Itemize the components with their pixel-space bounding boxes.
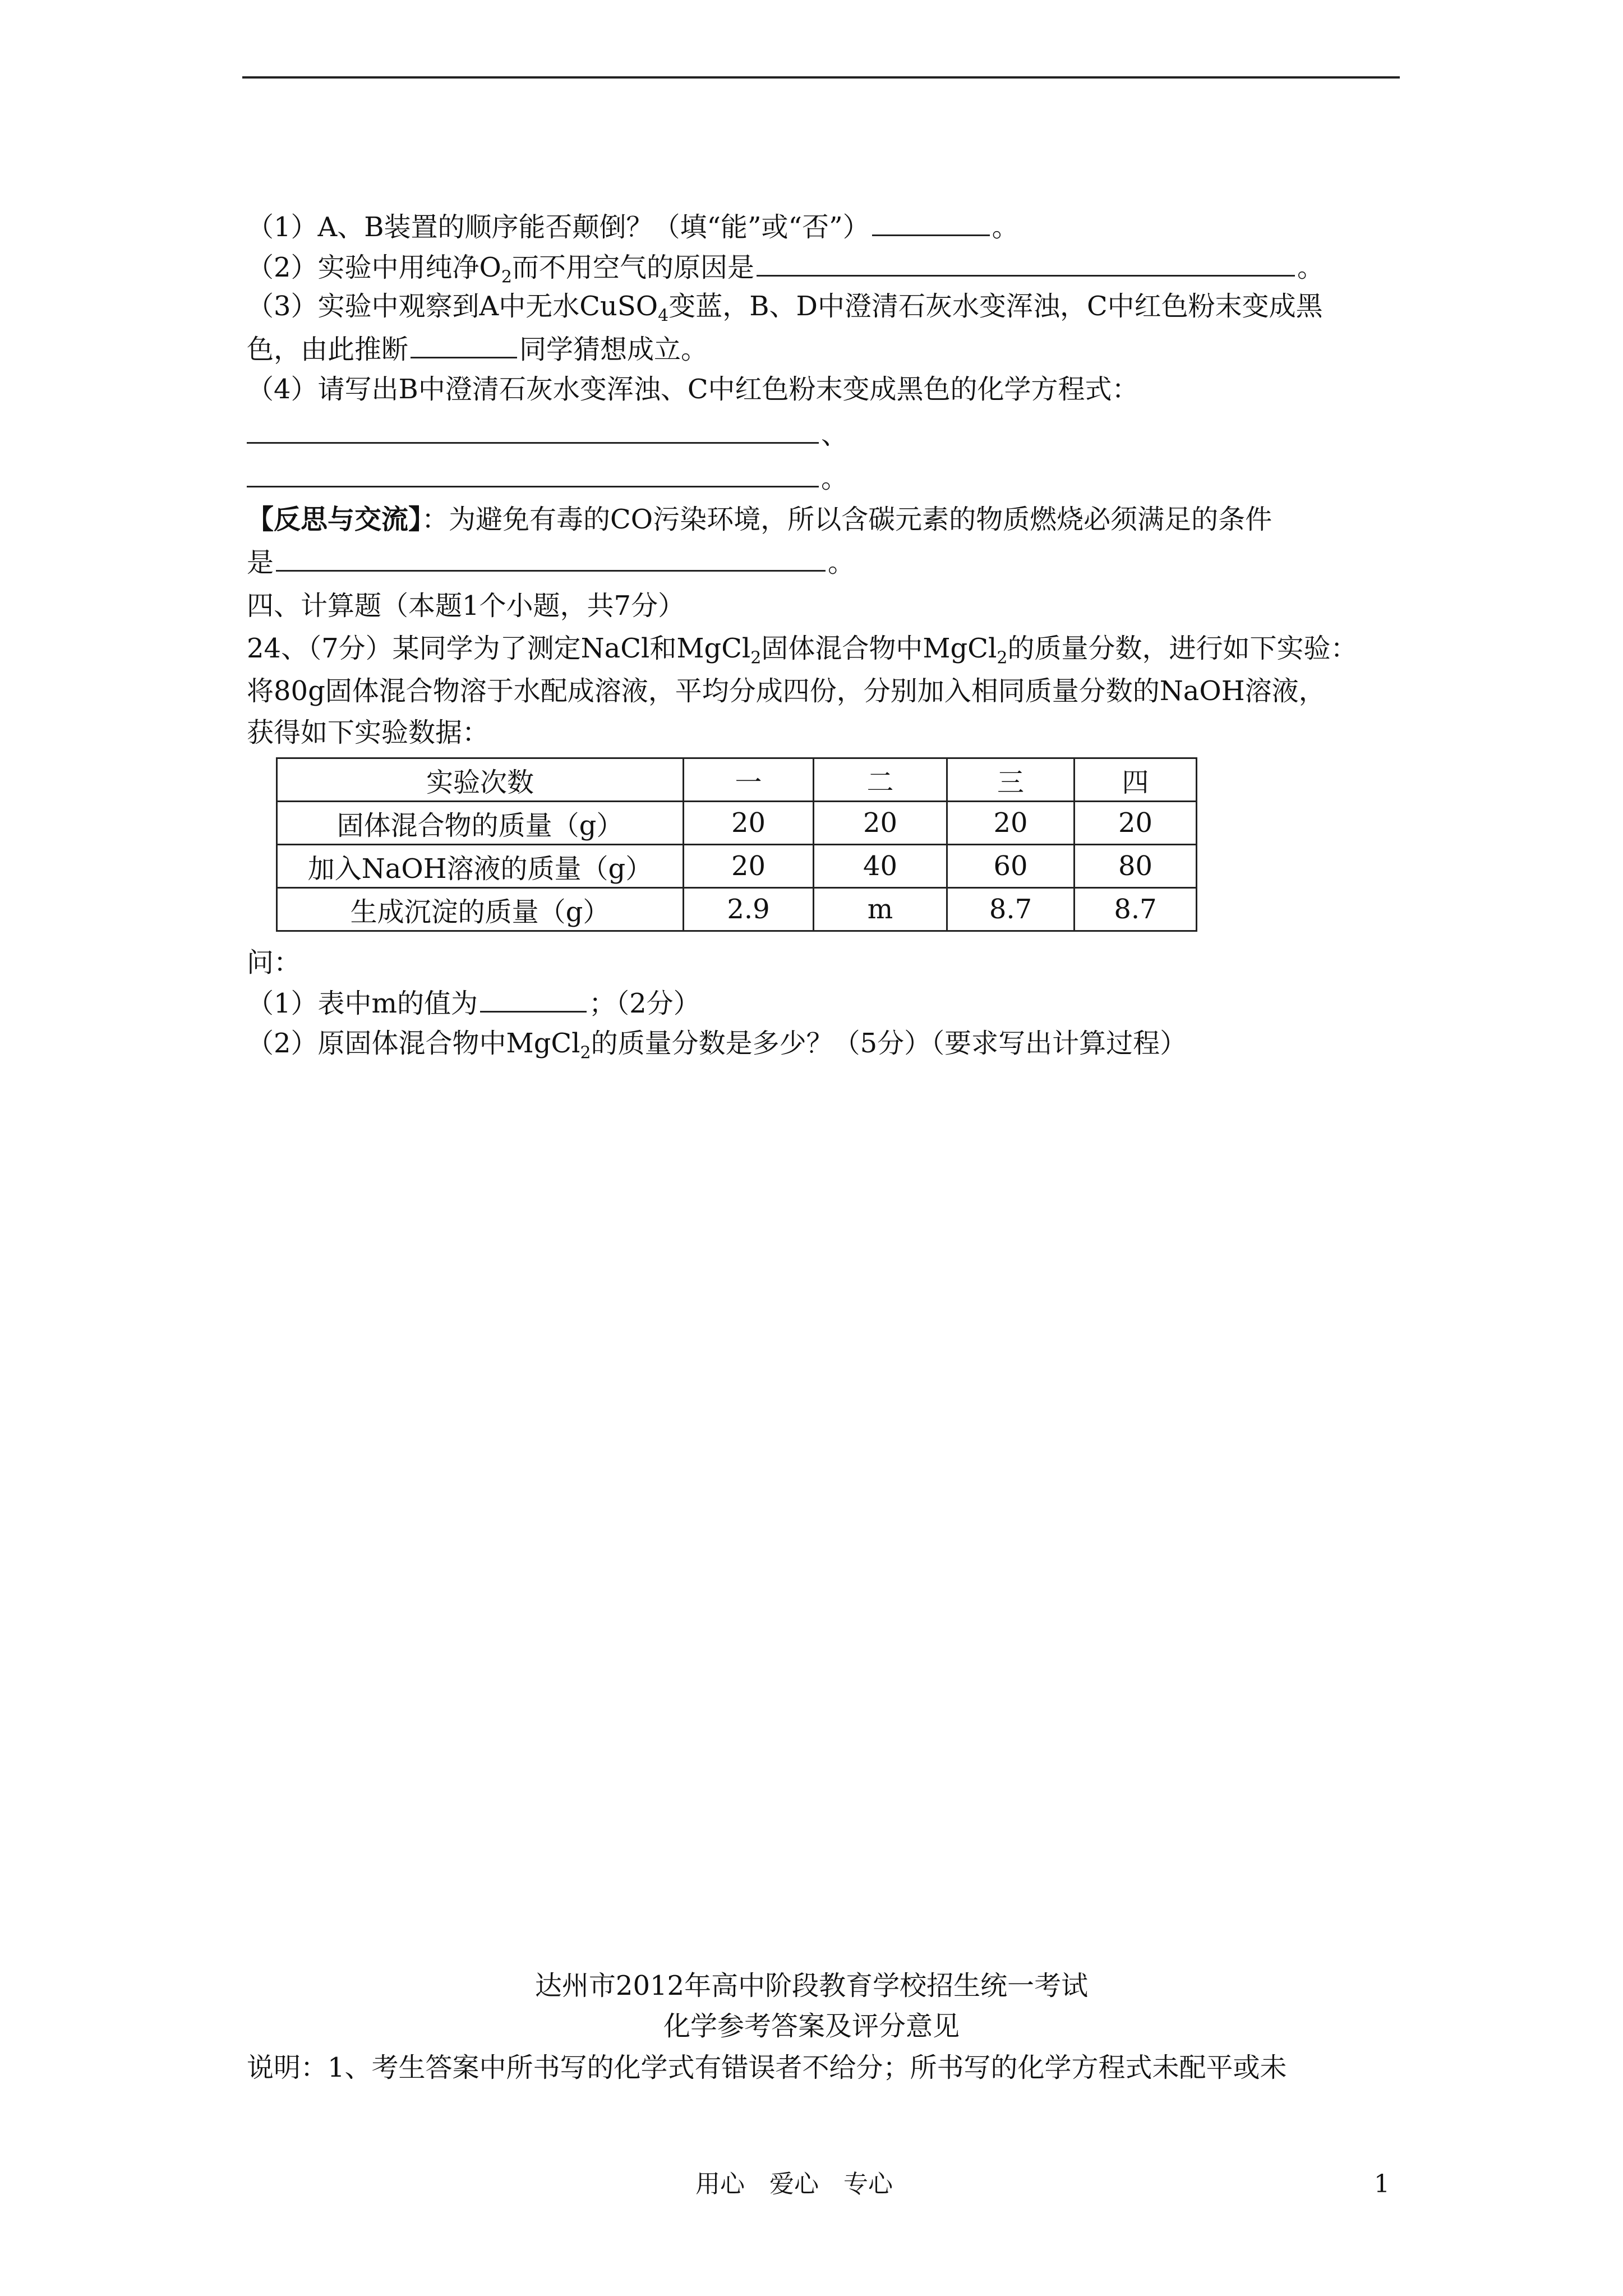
table-cell: 加入NaOH溶液的质量（g）	[277, 845, 684, 888]
section-heading: 四、计算题（本题1个小题，共7分）	[247, 590, 685, 622]
table-cell: 20	[684, 802, 814, 845]
table-cell: 生成沉淀的质量（g）	[277, 888, 684, 931]
table-header-cell: 实验次数	[277, 758, 684, 802]
grading-note: 说明：1、考生答案中所书写的化学式有错误者不给分；所书写的化学方程式未配平或未	[247, 2052, 1287, 2083]
ask-label: 问：	[247, 947, 301, 978]
table-header-cell: 四	[1075, 758, 1197, 802]
table-row	[277, 888, 1197, 931]
table-header-cell: 二	[814, 758, 947, 802]
header-rule	[242, 76, 1400, 79]
ask-2: （2）原固体混合物中MgCl$_2$的质量分数是多少？（5分）（要求写出计算过程）	[247, 1028, 1187, 1063]
table-cell: 8.7	[947, 888, 1075, 931]
question-3-line-2: 色，由此推断 同学猜想成立。	[247, 331, 708, 366]
table-cell: m	[814, 888, 947, 931]
answer-blank[interactable]	[757, 249, 1295, 277]
table-header-cell: 一	[684, 758, 814, 802]
table-header-cell: 三	[947, 758, 1075, 802]
equation-line-1: 、	[247, 416, 848, 452]
answer-blank[interactable]	[411, 331, 517, 358]
footer-motto: 用心 爱心 专心	[695, 2170, 893, 2198]
table-cell: 2.9	[684, 888, 814, 931]
question-24-line-3: 获得如下实验数据：	[247, 717, 490, 748]
table-row	[277, 845, 1197, 888]
question-1: （1）A、B装置的顺序能否颠倒？（填“能”或“否”） 。	[247, 209, 1019, 244]
table-header-row	[277, 758, 1197, 802]
reflection-line-2: 是 。	[247, 544, 855, 579]
answer-blank[interactable]	[247, 460, 819, 487]
equation-line-2: 。	[247, 460, 848, 495]
table-cell: 20	[947, 802, 1075, 845]
table-row	[277, 802, 1197, 845]
page-number: 1	[1374, 2170, 1390, 2198]
table-cell: 40	[814, 845, 947, 888]
question-4: （4）请写出B中澄清石灰水变浑浊、C中红色粉末变成黑色的化学方程式：	[247, 374, 1139, 405]
answer-title: 达州市2012年高中阶段教育学校招生统一考试	[534, 1970, 1089, 2001]
answer-blank[interactable]	[480, 985, 587, 1013]
reflection-line-1: 【反思与交流】：为避免有毒的CO污染环境，所以含碳元素的物质燃烧必须满足的条件	[247, 504, 1272, 535]
answer-subtitle: 化学参考答案及评分意见	[663, 2010, 960, 2042]
question-24-line-2: 将80g固体混合物溶于水配成溶液，平均分成四份，分别加入相同质量分数的NaOH溶液，	[247, 675, 1326, 707]
ask-1: （1）表中m的值为 ；（2分）	[247, 985, 700, 1020]
question-2: （2）实验中用纯净$O_2$而不用空气的原因是 。	[247, 249, 1324, 284]
table-cell: 20	[814, 802, 947, 845]
question-3-line-1: （3）实验中观察到A中无水CuSO$_4$变蓝，B、D中澄清石灰水变浑浊，C中红色粉末变成黑	[247, 291, 1323, 326]
table-cell: 20	[1075, 802, 1197, 845]
answer-blank[interactable]	[276, 544, 826, 572]
table-cell: 8.7	[1075, 888, 1197, 931]
question-24-line-1: 24、（7分）某同学为了测定NaCl和MgCl$_2$固体混合物中MgCl$_2$的质量分数，进行如下实验：	[247, 633, 1358, 668]
table-cell: 60	[947, 845, 1075, 888]
table-cell: 80	[1075, 845, 1197, 888]
answer-blank[interactable]	[247, 416, 819, 444]
data-table	[276, 757, 1197, 932]
table-cell: 固体混合物的质量（g）	[277, 802, 684, 845]
answer-blank[interactable]	[872, 209, 990, 236]
table-cell: 20	[684, 845, 814, 888]
